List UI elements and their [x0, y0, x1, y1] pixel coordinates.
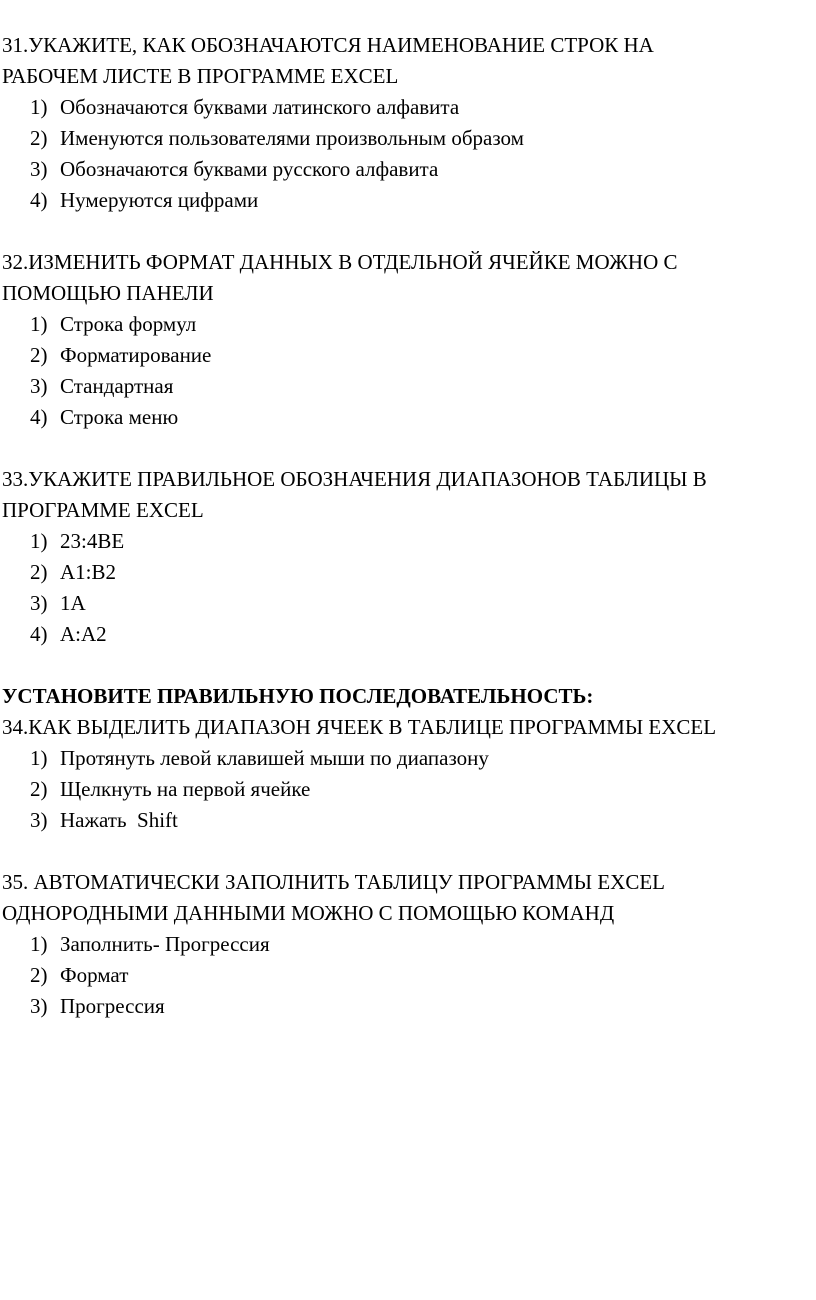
question-33-options [0, 526, 816, 650]
spacer [0, 216, 816, 247]
option-item [0, 371, 816, 402]
question-33 [0, 464, 816, 650]
option-text: Обозначаются буквами русского алфавита [60, 157, 439, 181]
question-32-options [0, 309, 816, 433]
option-number: 3) [30, 591, 48, 615]
option-text: Прогрессия [60, 994, 165, 1018]
question-35-title-line-2: ОДНОРОДНЫМИ ДАННЫМИ МОЖНО С ПОМОЩЬЮ КОМАНД [2, 901, 615, 925]
option-number: 1) [30, 529, 48, 553]
option-text: Строка меню [60, 405, 179, 429]
sequence-heading: УСТАНОВИТЕ ПРАВИЛЬНУЮ ПОСЛЕДОВАТЕЛЬНОСТЬ: [2, 684, 594, 708]
option-item [0, 588, 816, 619]
option-number: 1) [30, 95, 48, 119]
option-number: 2) [30, 777, 48, 801]
question-31-options [0, 92, 816, 216]
option-item [0, 92, 816, 123]
option-item [0, 743, 816, 774]
option-text: Протянуть левой клавишей мыши по диапазону [60, 746, 489, 770]
option-item [0, 805, 816, 836]
option-number: 2) [30, 126, 48, 150]
question-31-title-line-1: 31.УКАЖИТЕ, КАК ОБОЗНАЧАЮТСЯ НАИМЕНОВАНИЕ СТРОК НА [2, 33, 654, 57]
question-34-title-line-1: 34.КАК ВЫДЕЛИТЬ ДИАПАЗОН ЯЧЕЕК В ТАБЛИЦЕ ПРОГРАММЫ EXCEL [2, 715, 717, 739]
option-number: 1) [30, 932, 48, 956]
question-33-title-line-1: 33.УКАЖИТЕ ПРАВИЛЬНОЕ ОБОЗНАЧЕНИЯ ДИАПАЗОНОВ ТАБЛИЦЫ В [2, 467, 707, 491]
option-text: 1А [60, 591, 86, 615]
option-number: 2) [30, 963, 48, 987]
option-number: 4) [30, 405, 48, 429]
question-31 [0, 30, 816, 216]
option-number: 4) [30, 188, 48, 212]
option-text: А1:В2 [60, 560, 117, 584]
option-number: 3) [30, 994, 48, 1018]
option-item [0, 929, 816, 960]
question-31-title-line-2: РАБОЧЕМ ЛИСТЕ В ПРОГРАММЕ EXCEL [2, 64, 399, 88]
spacer [0, 650, 816, 681]
option-number: 2) [30, 560, 48, 584]
option-item [0, 557, 816, 588]
option-number: 1) [30, 746, 48, 770]
question-35-title-line-1: 35. АВТОМАТИЧЕСКИ ЗАПОЛНИТЬ ТАБЛИЦУ ПРОГРАММЫ EXCEL [2, 870, 665, 894]
option-item [0, 619, 816, 650]
question-35-options [0, 929, 816, 1022]
option-item [0, 340, 816, 371]
option-item [0, 123, 816, 154]
document-page [0, 30, 816, 1022]
option-item [0, 526, 816, 557]
option-number: 4) [30, 622, 48, 646]
option-item [0, 309, 816, 340]
option-item [0, 185, 816, 216]
option-text: Именуются пользователями произвольным образом [60, 126, 524, 150]
option-text: Заполнить- Прогрессия [60, 932, 270, 956]
option-text: А:А2 [60, 622, 107, 646]
option-text: Строка формул [60, 312, 197, 336]
option-text: Форматирование [60, 343, 212, 367]
spacer [0, 836, 816, 867]
question-33-title-line-2: ПРОГРАММЕ EXCEL [2, 498, 204, 522]
option-text: Нумеруются цифрами [60, 188, 259, 212]
option-text: Щелкнуть на первой ячейке [60, 777, 311, 801]
question-35 [0, 867, 816, 1022]
option-number: 3) [30, 808, 48, 832]
question-32 [0, 247, 816, 433]
option-number: 1) [30, 312, 48, 336]
option-text: Стандартная [60, 374, 174, 398]
option-item [0, 960, 816, 991]
option-item [0, 402, 816, 433]
option-item [0, 774, 816, 805]
option-text: Обозначаются буквами латинского алфавита [60, 95, 460, 119]
option-item [0, 991, 816, 1022]
option-text: Формат [60, 963, 129, 987]
question-32-title-line-1: 32.ИЗМЕНИТЬ ФОРМАТ ДАННЫХ В ОТДЕЛЬНОЙ ЯЧЕЙКЕ МОЖНО С [2, 250, 678, 274]
option-item [0, 154, 816, 185]
option-text: Нажать Shift [60, 808, 178, 832]
option-number: 3) [30, 374, 48, 398]
option-number: 2) [30, 343, 48, 367]
question-34-options [0, 743, 816, 836]
option-number: 3) [30, 157, 48, 181]
question-32-title-line-2: ПОМОЩЬЮ ПАНЕЛИ [2, 281, 214, 305]
option-text: 23:4ВЕ [60, 529, 125, 553]
question-34 [0, 712, 816, 836]
spacer [0, 433, 816, 464]
